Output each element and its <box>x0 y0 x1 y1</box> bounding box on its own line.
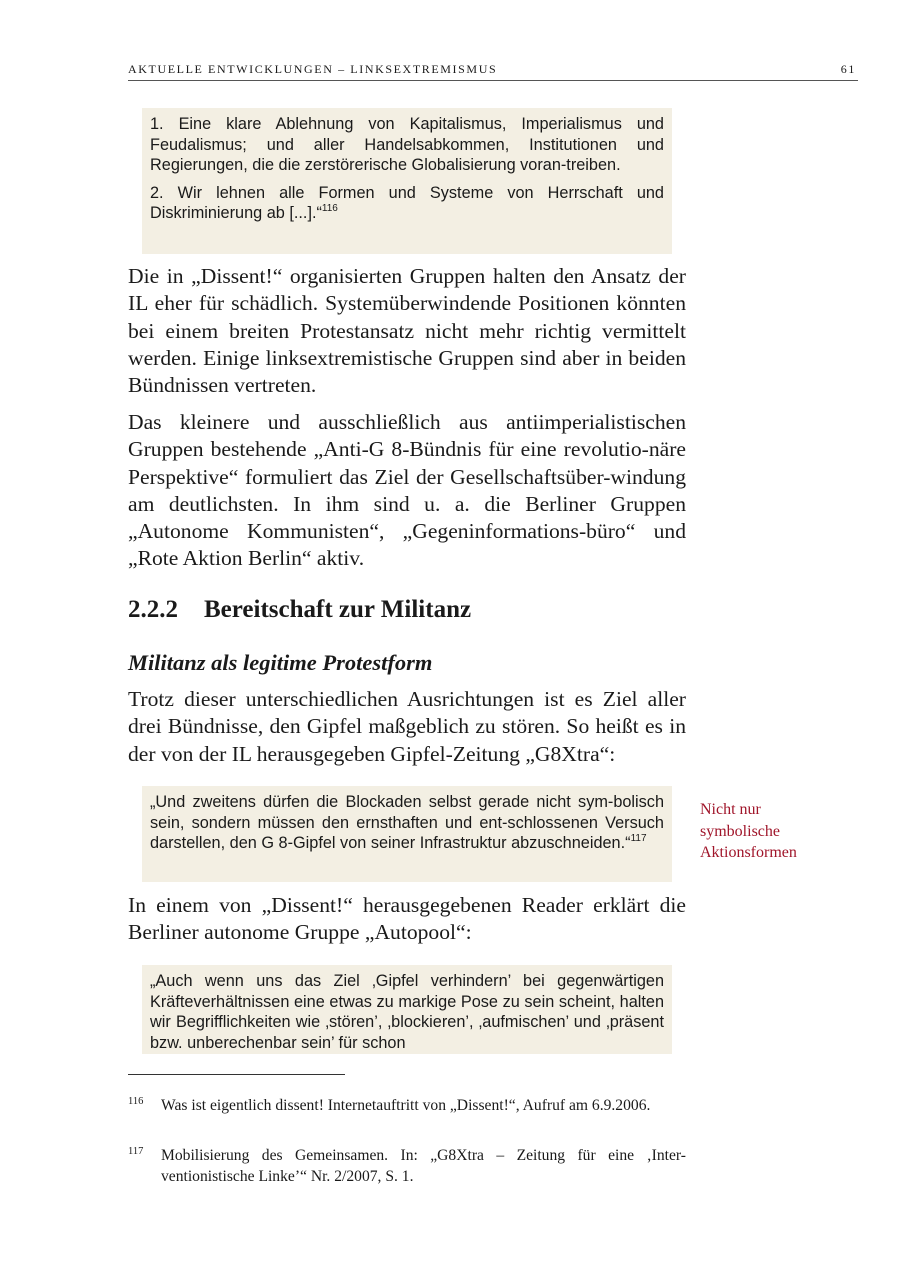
running-title: AKTUELLE ENTWICKLUNGEN – LINKSEXTREMISMUS <box>128 62 498 76</box>
footnote-number: 116 <box>128 1096 144 1107</box>
page-number: 61 <box>840 62 856 76</box>
footnote-text: Was ist eigentlich dissent! Internetauftritt von „Dissent!“, Aufruf am 6.9.2006. <box>161 1097 651 1114</box>
section-number: 2.2.2 <box>128 596 178 623</box>
subsection-heading: Militanz als legitime Protestform <box>128 650 433 675</box>
footnote-divider <box>128 1074 345 1075</box>
paragraph-dissent: Die in „Dissent!“ organisierten Gruppen halten den Ansatz der IL eher für schädlich. Systemüberwindende Positionen könnten bei einem breiten Protestansatz nicht mehr richtig vermittelt werden. Einige linksextremistische Gruppen sind aber in beiden Bündnissen vertreten. <box>128 264 686 398</box>
footnote-117 <box>128 1145 686 1187</box>
footnote-ref-116: 116 <box>321 203 338 214</box>
paragraph-autopool: In einem von „Dissent!“ herausgegebenen Reader erklärt die Berliner autonome Gruppe „Autopool“: <box>128 893 686 945</box>
paragraph-gipfel: Trotz dieser unterschiedlichen Ausrichtungen ist es Ziel aller drei Bündnisse, den Gipfel maßgeblich zu stören. So heißt es in der von der IL herausgegeben Gipfel-Zeitung „G8Xtra“: <box>128 687 686 766</box>
paragraph-anti-g8: Das kleinere und ausschließlich aus antiimperialistischen Gruppen bestehende „Anti-G 8-Bündnis für eine revolutio-näre Perspektive“ formuliert das Ziel der Gesellschaftsüber-windung am deutlichsten. In ihm sind u. a. die Berliner Gruppen „Autonome Kommunisten“, „Gegeninformations-büro“ und „Rote Aktion Berlin“ aktiv. <box>128 410 686 571</box>
quote-box-g8xtra <box>142 786 672 882</box>
section-heading <box>128 596 471 624</box>
footnote-ref-117: 117 <box>630 833 647 844</box>
quote-box-principles <box>142 108 672 254</box>
quote-box-autopool <box>142 965 672 1054</box>
quote-g8xtra-text: „Und zweitens dürfen die Blockaden selbst gerade nicht sym-bolisch sein, sondern müssen den ernsthaften und ent-schlossenen Versuch darstellen, den G 8-Gipfel von seiner Infrastruktur abzuschneiden.“$^{117}$ <box>150 793 664 852</box>
margin-note: Nicht nur symbolische Aktionsformen <box>700 801 797 861</box>
footnote-text: Mobilisierung des Gemeinsamen. In: „G8Xtra – Zeitung für eine ‚Inter-ventionistische Linke’“ Nr. 2/2007, S. 1. <box>161 1147 686 1185</box>
quote-autopool-text: „Auch wenn uns das Ziel ‚Gipfel verhindern’ bei gegenwärtigen Kräfteverhältnissen eine etwas zu markige Pose zu sein scheint, halten wir Begrifflichkeiten wie ‚stören’, ‚blockieren’, ‚aufmischen’ und ‚präsent bzw. unberechenbar sein’ für schon <box>150 972 664 1052</box>
footnote-number: 117 <box>128 1146 144 1157</box>
quote-item-2: 2. Wir lehnen alle Formen und Systeme von Herrschaft und Diskriminierung ab [...].“$^{116}$ <box>150 183 664 222</box>
quote-item-1: 1. Eine klare Ablehnung von Kapitalismus, Imperialismus und Feudalismus; und aller Handelsabkommen, Institutionen und Regierungen, die die zerstörerische Globalisierung voran-treiben. <box>150 115 664 174</box>
running-header <box>128 62 858 81</box>
footnote-116 <box>128 1095 686 1116</box>
section-title: Bereitschaft zur Militanz <box>204 596 472 623</box>
